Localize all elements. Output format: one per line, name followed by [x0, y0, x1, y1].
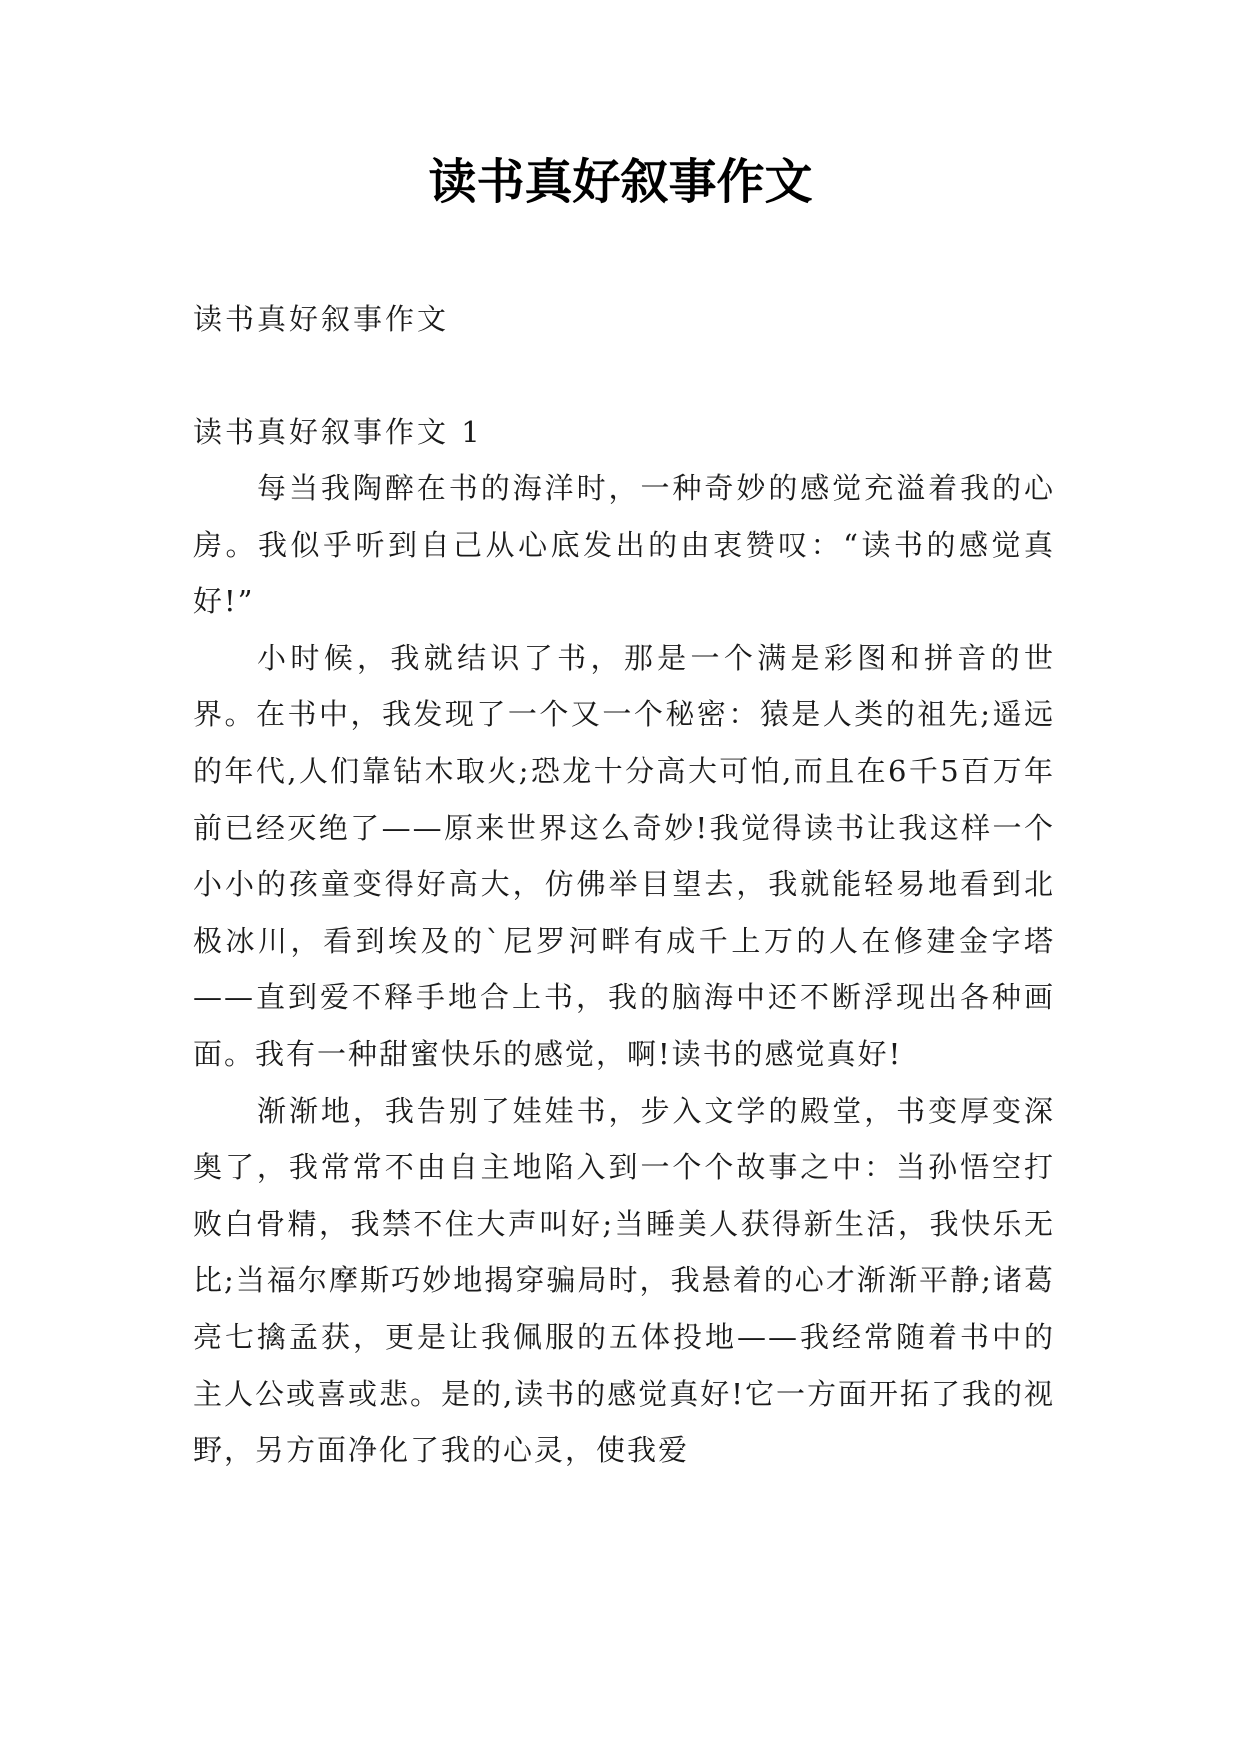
document-title: 读书真好叙事作文: [428, 154, 813, 210]
paragraph: 小时候，我就结识了书，那是一个满是彩图和拼音的世界。在书中，我发现了一个又一个秘密：猿是人类的祖先;遥远的年代,人们靠钻木取火;恐龙十分高大可怕,而且在6千5百万年前已经灭绝了——原来世界这么奇妙!我觉得读书让我这样一个小小的孩童变得好高大，仿佛举目望去，我就能轻易地看到北极冰川，看到埃及的`尼罗河畔有成千上万的人在修建金字塔——直到爱不释手地合上书，我的脑海中还不断浮现出各种画面。我有一种甜蜜快乐的感觉，啊!读书的感觉真好!: [193, 640, 1055, 1071]
document-subtitle: 读书真好叙事作文: [193, 302, 450, 336]
essay-body: [193, 460, 1055, 1479]
section-heading: 读书真好叙事作文 1: [193, 415, 483, 449]
paragraph: 渐渐地，我告别了娃娃书，步入文学的殿堂，书变厚变深奥了，我常常不由自主地陷入到一个个故事之中：当孙悟空打败白骨精，我禁不住大声叫好;当睡美人获得新生活，我快乐无比;当福尔摩斯巧妙地揭穿骗局时，我悬着的心才渐渐平静;诸葛亮七擒孟获，更是让我佩服的五体投地——我经常随着书中的主人公或喜或悲。是的,读书的感觉真好!它一方面开拓了我的视野，另方面净化了我的心灵，使我爱: [193, 1093, 1055, 1468]
paragraph: 每当我陶醉在书的海洋时，一种奇妙的感觉充溢着我的心房。我似乎听到自己从心底发出的由衷赞叹：“读书的感觉真好!”: [193, 471, 1055, 619]
